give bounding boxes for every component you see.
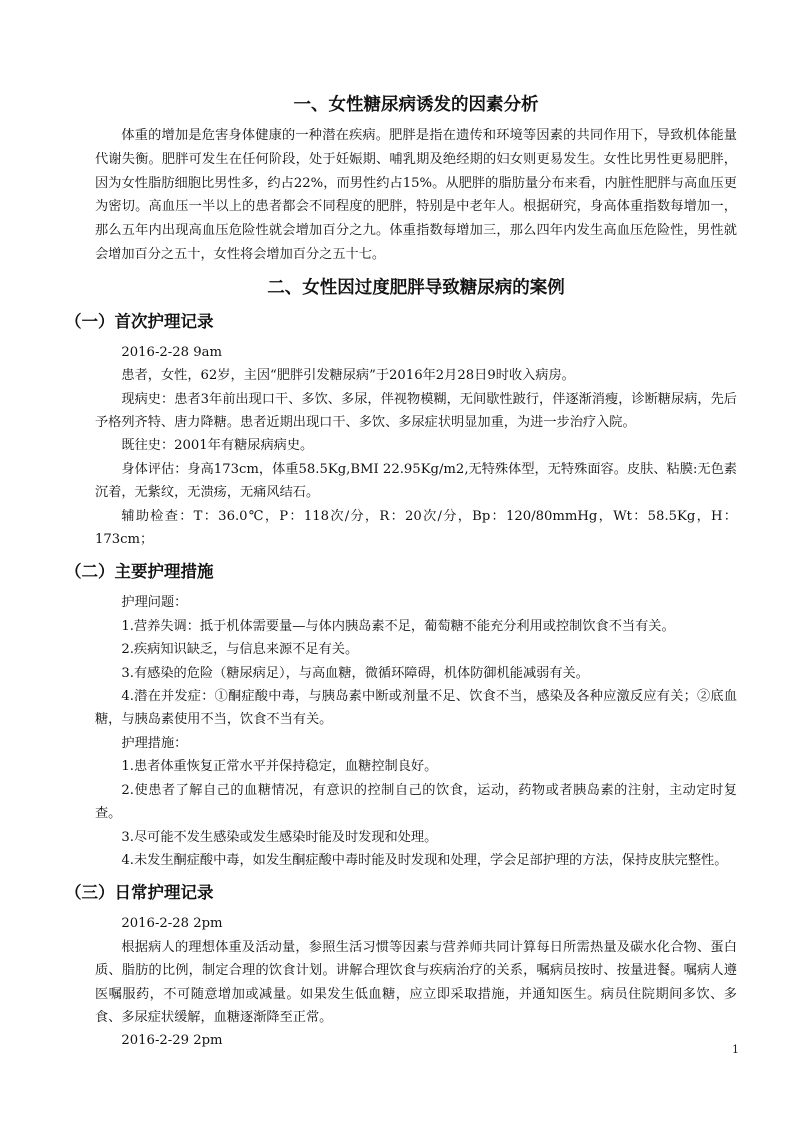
present-history: 现病史：患者3年前出现口干、多饮、多尿，伴视物模糊，无间歇性跛行，伴逐渐消瘦，诊断糖尿病，先后予格列齐特、唐力降糖。患者近期出现口干、多饮、多尿症状明显加重，为进一步治疗入院。 bbox=[95, 391, 737, 430]
daily-record-body bbox=[95, 912, 737, 1052]
record-timestamp: 2016-2-29 2pm bbox=[121, 1033, 223, 1049]
nursing-problem-item: 1.营养失调：抵于机体需要量—与体内胰岛素不足，葡萄糖不能充分利用或控制饮食不当有关。 bbox=[121, 618, 675, 634]
nursing-problem-item: 2.疾病知识缺乏，与信息来源不足有关。 bbox=[121, 642, 359, 658]
past-history: 既往史：2001年有糖尿病病史。 bbox=[121, 438, 314, 454]
first-record-body bbox=[95, 341, 737, 552]
auxiliary-exam: 辅助检查：T：36.0℃，P：118次/分，R：20次/分，Bp：120/80mmHg，Wt：58.5Kg，H：173cm； bbox=[95, 508, 737, 548]
subsection-title-nursing-measures: （二）主要护理措施 bbox=[65, 562, 214, 582]
nursing-action-item: 3.尽可能不发生感染或发生感染时能及时发现和处理。 bbox=[121, 829, 438, 845]
section-title-case: 二、女性因过度肥胖导致糖尿病的案例 bbox=[267, 277, 565, 298]
nursing-problem-item: 3.有感染的危险（糖尿病足），与高血糖，微循环障碍，机体防御机能减弱有关。 bbox=[121, 665, 589, 681]
patient-intro: 患者，女性，62岁，主因“肥胖引发糖尿病”于2016年2月28日9时收入病房。 bbox=[121, 368, 575, 384]
nursing-action-item: 1.患者体重恢复正常水平并保持稳定，血糖控制良好。 bbox=[121, 759, 438, 775]
subsection-title-daily-record: （三）日常护理记录 bbox=[65, 883, 214, 903]
nursing-actions-label: 护理措施： bbox=[121, 735, 188, 751]
nursing-problem-item: 4.潜在并发症：①酮症酸中毒，与胰岛素中断或剂量不足、饮食不当，感染及各种应激反应有关；②底血糖，与胰岛素使用不当，饮食不当有关。 bbox=[95, 689, 737, 728]
page-number: 1 bbox=[732, 1043, 739, 1056]
daily-record-paragraph: 根据病人的理想体重及活动量，参照生活习惯等因素与营养师共同计算每日所需热量及碳水化合物、蛋白质、脂肪的比例，制定合理的饮食计划。讲解合理饮食与疾病治疗的关系，嘱病员按时、按量进餐。嘱病人遵医嘱服药，不可随意增加或减量。如果发生低血糖，应立即采取措施，并通知医生。病员住院期间多饮、多食、多尿症状缓解，血糖逐渐降至正常。 bbox=[95, 939, 737, 1025]
nursing-problems-label: 护理问题： bbox=[121, 595, 188, 611]
factors-paragraph: 体重的增加是危害身体健康的一种潜在疾病。肥胖是指在遗传和环境等因素的共同作用下，导致机体能量代谢失衡。肥胖可发生在任何阶段，处于妊娠期、哺乳期及绝经期的妇女则更易发生。女性比男性更易肥胖，因为女性脂肪细胞比男性多，约占22%，而男性约占15%。从肥胖的脂肪量分布来看，内脏性肥胖与高血压更为密切。高血压一半以上的患者都会不同程度的肥胖，特别是中老年人。根据研究，身高体重指数每增加一，那么五年内出现高血压危险性就会增加百分之九。体重指数每增加三，那么四年内发生高血压危险性，男性就会增加百分之五十，女性将会增加百分之五十七。 bbox=[95, 128, 737, 262]
section-title-factors: 一、女性糖尿病诱发的因素分析 bbox=[293, 95, 539, 115]
nursing-action-item: 2.使患者了解自己的血糖情况，有意识的控制自己的饮食，运动，药物或者胰岛素的注射，主动定时复查。 bbox=[95, 782, 737, 822]
record-timestamp: 2016-2-28 9am bbox=[121, 344, 222, 360]
record-timestamp: 2016-2-28 2pm bbox=[121, 916, 223, 932]
nursing-measures-body bbox=[95, 591, 737, 872]
subsection-title-first-record: （一）首次护理记录 bbox=[65, 311, 214, 331]
physical-assessment: 身体评估：身高173cm，体重58.5Kg,BMI 22.95Kg/m2,无特殊体型，无特殊面容。皮肤、粘膜:无色素沉着，无紫纹，无溃疡，无痛风结石。 bbox=[95, 461, 737, 501]
nursing-action-item: 4.未发生酮症酸中毒，如发生酮症酸中毒时能及时发现和处理，学会足部护理的方法，保持皮肤完整性。 bbox=[121, 852, 728, 868]
